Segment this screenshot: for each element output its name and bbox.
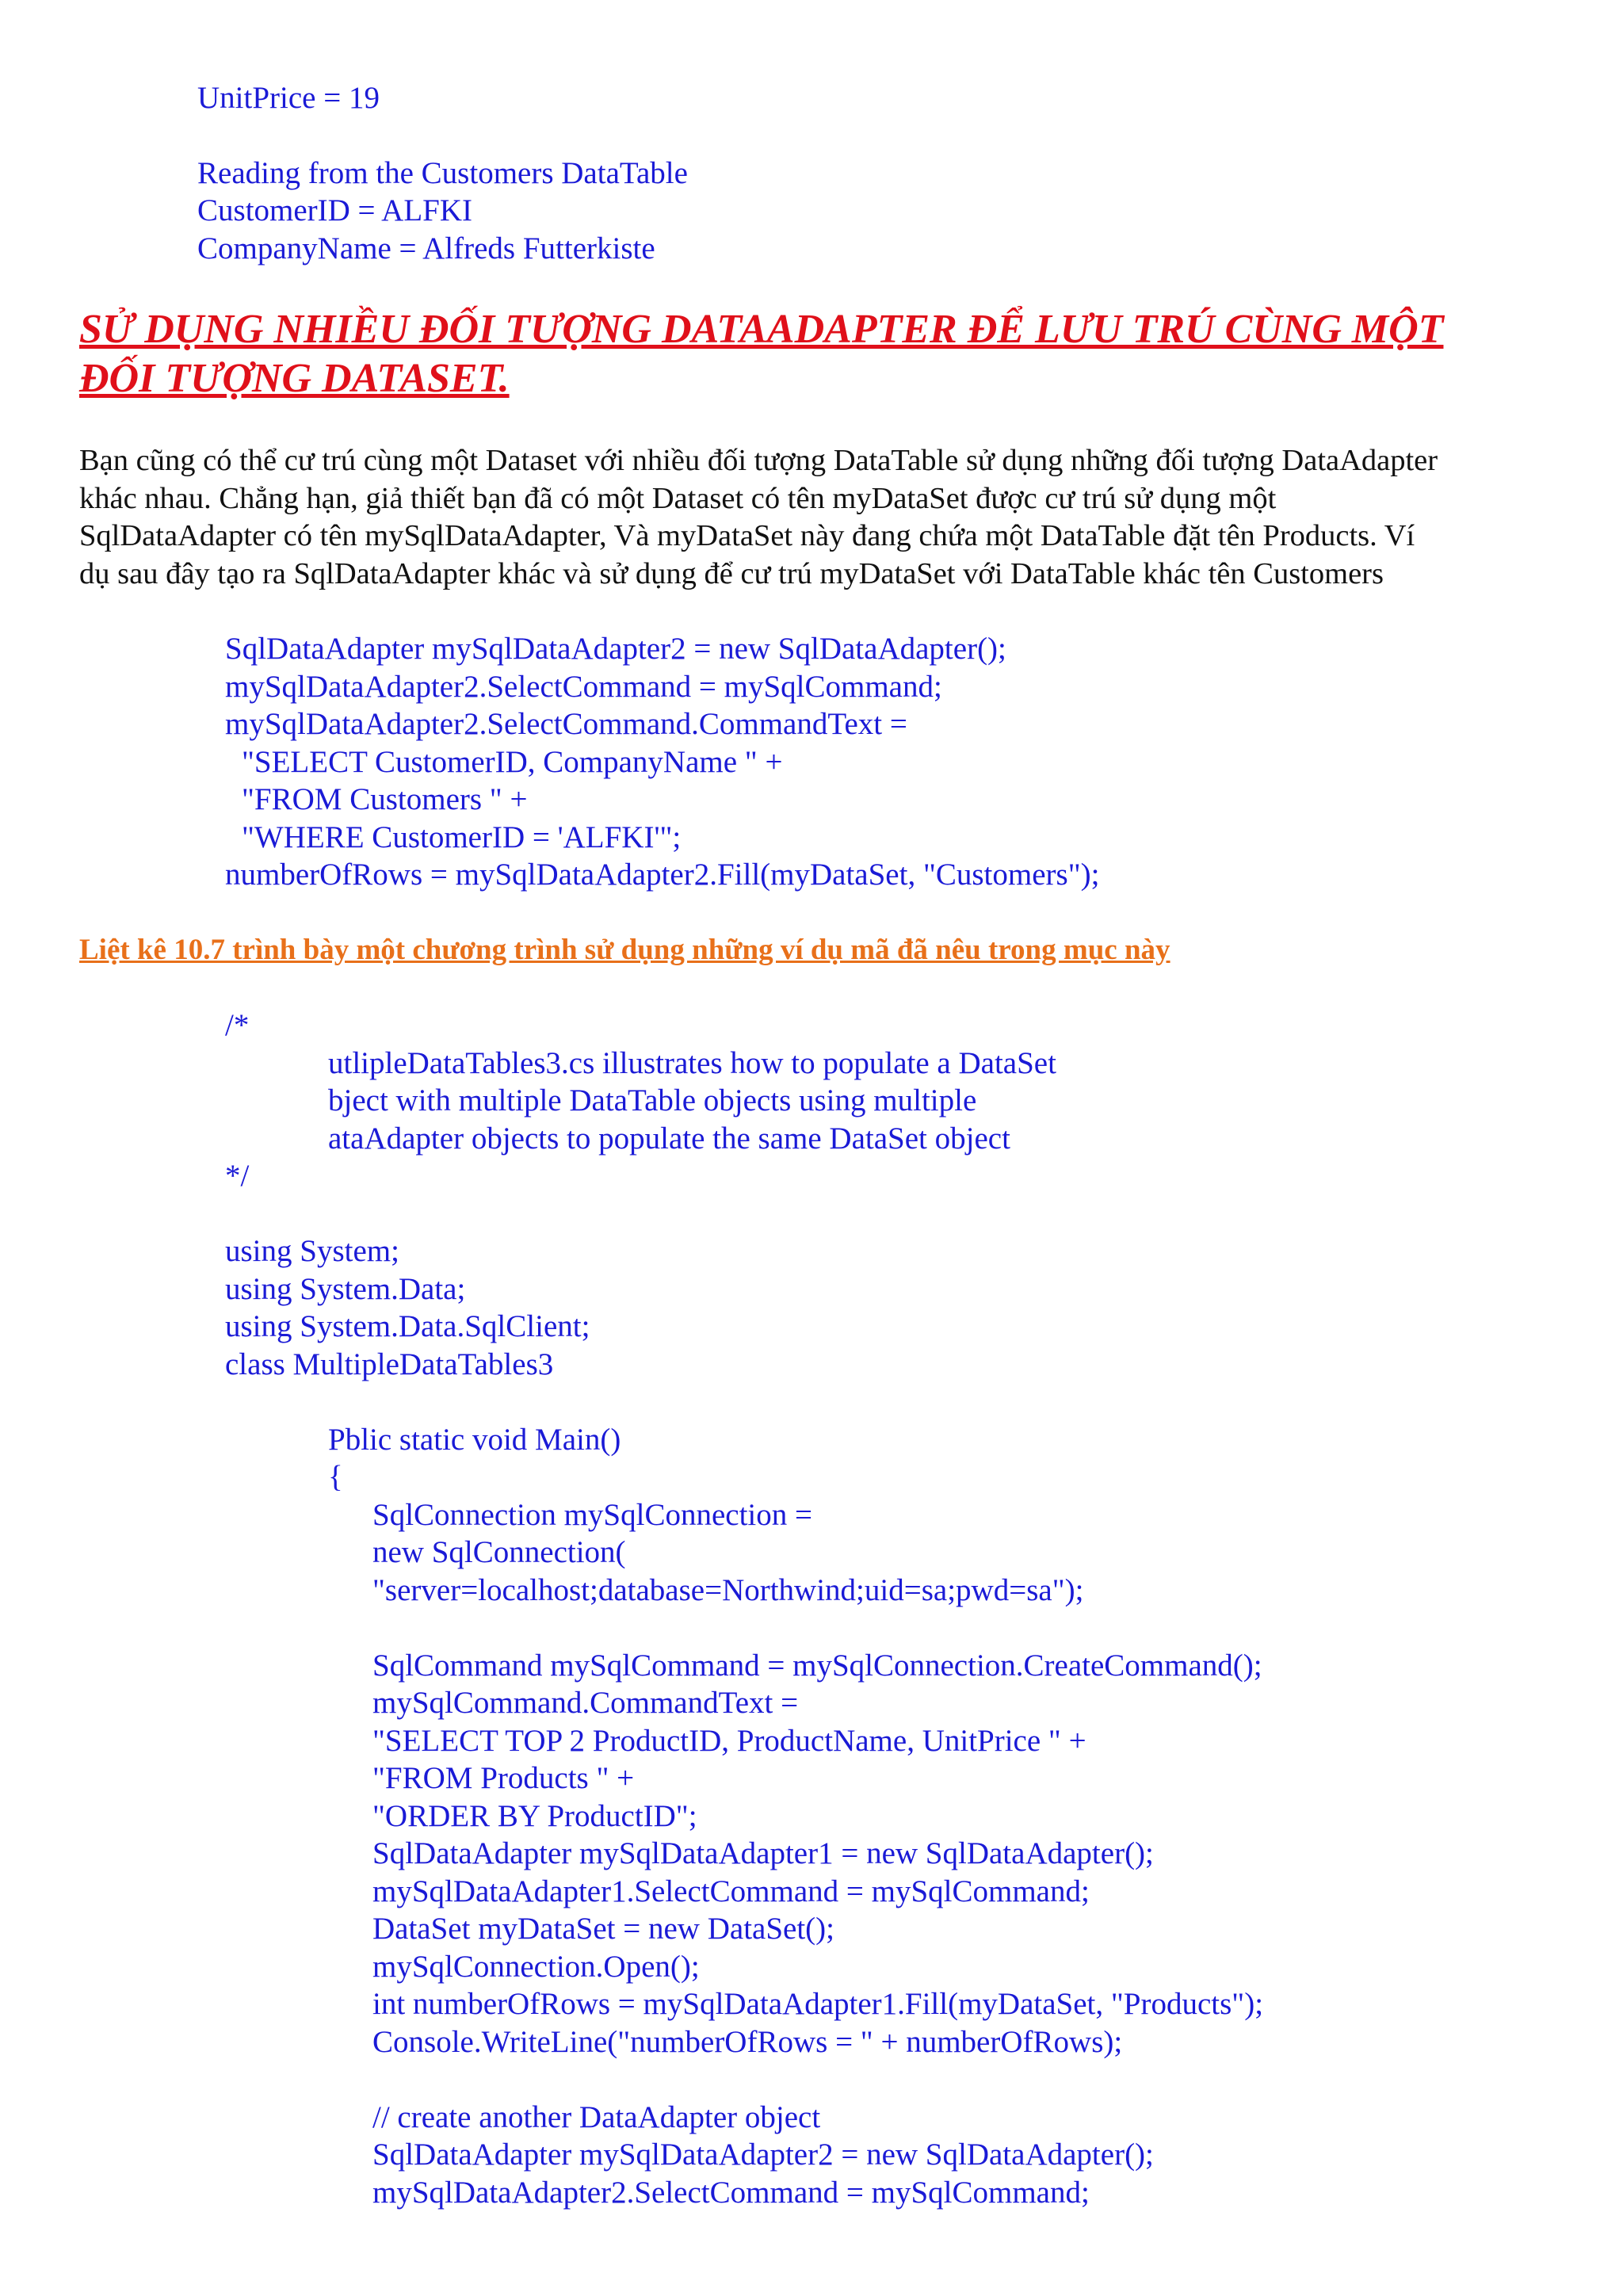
code-line: SqlDataAdapter mySqlDataAdapter2 = new SqlDataAdapter(); xyxy=(225,632,1006,666)
listing-caption: Liệt kê 10.7 trình bày một chương trình sử dụng những ví dụ mã đã nêu trong mục này xyxy=(79,934,1170,966)
code-line: "server=localhost;database=Northwind;uid=sa;pwd=sa"); xyxy=(372,1573,1084,1607)
code-line: using System; xyxy=(225,1234,399,1268)
code-comment-line: // create another DataAdapter object xyxy=(372,2100,821,2134)
code-line: new SqlConnection( xyxy=(372,1535,626,1569)
code-line: SqlCommand mySqlCommand = mySqlConnection.CreateCommand(); xyxy=(372,1648,1262,1683)
body-paragraph xyxy=(79,442,1569,593)
output-line: Reading from the Customers DataTable xyxy=(197,156,688,190)
code-line: mySqlDataAdapter1.SelectCommand = mySqlCommand; xyxy=(372,1874,1090,1908)
code-line: ataAdapter objects to populate the same DataSet object xyxy=(328,1121,1010,1156)
code-line: Console.WriteLine("numberOfRows = " + numberOfRows); xyxy=(372,2025,1123,2059)
paragraph-line: khác nhau. Chẳng hạn, giả thiết bạn đã có một Dataset có tên myDataSet được cư trú sử dụng một xyxy=(79,481,1277,515)
output-line: CustomerID = ALFKI xyxy=(197,193,472,227)
code-line: utlipleDataTables3.cs illustrates how to populate a DataSet xyxy=(328,1046,1056,1080)
code-line: "WHERE CustomerID = 'ALFKI'"; xyxy=(242,820,682,854)
code-line: SqlDataAdapter mySqlDataAdapter2 = new SqlDataAdapter(); xyxy=(372,2137,1154,2172)
code-line: SqlDataAdapter mySqlDataAdapter1 = new SqlDataAdapter(); xyxy=(372,1836,1154,1870)
output-line: UnitPrice = 19 xyxy=(197,81,380,115)
code-line: numberOfRows = mySqlDataAdapter2.Fill(myDataSet, "Customers"); xyxy=(225,858,1100,892)
code-line: /* xyxy=(225,1008,250,1042)
code-line: DataSet myDataSet = new DataSet(); xyxy=(372,1912,834,1946)
paragraph-line: Bạn cũng có thể cư trú cùng một Dataset với nhiều đối tượng DataTable sử dụng những đối tượng DataAdapter xyxy=(79,444,1438,477)
code-line: Pblic static void Main() xyxy=(328,1423,621,1457)
code-line: "SELECT CustomerID, CompanyName " + xyxy=(242,745,783,779)
code-line: */ xyxy=(225,1159,250,1193)
section-heading-line-2: ĐỐI TƯỢNG DATASET. xyxy=(79,356,510,401)
code-line: SqlConnection mySqlConnection = xyxy=(372,1498,812,1532)
code-line: int numberOfRows = mySqlDataAdapter1.Fill(myDataSet, "Products"); xyxy=(372,1987,1264,2021)
code-line: mySqlDataAdapter2.SelectCommand = mySqlCommand; xyxy=(225,670,942,704)
code-line: mySqlDataAdapter2.SelectCommand = mySqlCommand; xyxy=(372,2176,1090,2210)
paragraph-line: dụ sau đây tạo ra SqlDataAdapter khác và sử dụng để cư trú myDataSet với DataTable khác tên Customers xyxy=(79,556,1384,590)
code-line: bject with multiple DataTable objects using multiple xyxy=(328,1083,977,1117)
code-line: "FROM Products " + xyxy=(372,1761,635,1795)
code-line: mySqlConnection.Open(); xyxy=(372,1950,700,1984)
code-line: "SELECT TOP 2 ProductID, ProductName, UnitPrice " + xyxy=(372,1724,1086,1758)
code-line: { xyxy=(328,1460,343,1494)
code-line: mySqlDataAdapter2.SelectCommand.CommandText = xyxy=(225,707,907,741)
code-line: "FROM Customers " + xyxy=(242,782,528,816)
code-line: using System.Data.SqlClient; xyxy=(225,1309,590,1343)
output-line: CompanyName = Alfreds Futterkiste xyxy=(197,231,655,266)
section-heading-line-1: SỬ DỤNG NHIỀU ĐỐI TƯỢNG DATAADAPTER ĐỂ LƯU TRÚ CÙNG MỘT xyxy=(79,307,1444,352)
code-line: class MultipleDataTables3 xyxy=(225,1347,554,1381)
code-line: mySqlCommand.CommandText = xyxy=(372,1686,799,1720)
paragraph-line: SqlDataAdapter có tên mySqlDataAdapter, Và myDataSet này đang chứa một DataTable đặt tên Products. Ví xyxy=(79,519,1415,552)
code-line: "ORDER BY ProductID"; xyxy=(372,1799,697,1833)
code-line: using System.Data; xyxy=(225,1272,466,1306)
